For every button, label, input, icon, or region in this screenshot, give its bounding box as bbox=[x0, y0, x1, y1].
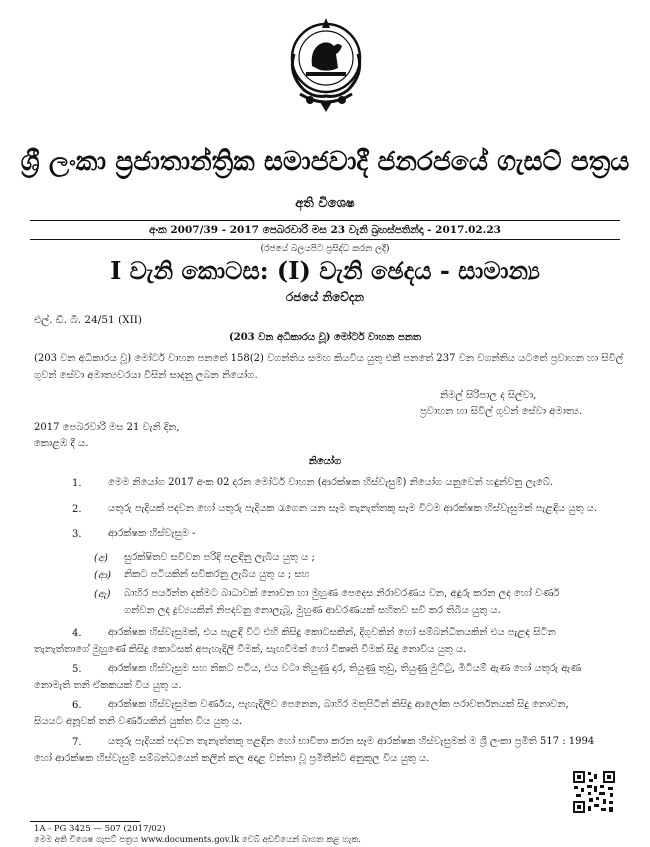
sub-item-text: ගන්වන ලද ද්‍රව්‍යයකින් නිපදවනු නොලැබූ, මුහුණ ආවරණයක් සහිතව සවි කර තිබිය යුතු ය. bbox=[124, 605, 501, 616]
sub-item-text: සුරක්ෂිතව සවිවන පරිදි පළඳිනු ලැබිය යුතු ය ; bbox=[124, 552, 315, 563]
regulation-text: හෝ ආරක්ෂක හිස්වැසුම් සම්බන්ධයෙන් කලින් කල අදාළ වන්නා වූ ප්‍රමිතීන්ට අනුකූල විය යුතු ය. bbox=[34, 753, 430, 764]
regulation-text: නොමැති තනි ඒකකයක් විය යුතු ය. bbox=[34, 680, 182, 691]
sub-item-text: නිකට පටියකින් සවිකරනු ලැබිය යුතු ය ; සහ bbox=[124, 569, 310, 580]
regulation-number: 3. bbox=[72, 529, 82, 540]
published-by-authority: (රජයේ බලයපිට ප්‍රසිද්ධ කරන ලදී) bbox=[260, 244, 390, 254]
sub-item-label: (අ) bbox=[94, 553, 108, 564]
regulations-heading: නියෝග bbox=[308, 456, 342, 467]
divider bbox=[30, 220, 620, 221]
regulation-text: යතුරු පැදියක් පදවන හෝ යතුරු පැදියක රැගෙන යන සෑම තැනැත්තකු සෑම විටම ආරක්ෂක හිස්වැසුමක් පැළඳිය යුතු ය. bbox=[108, 503, 598, 514]
regulation-text: ආරක්ෂක හිස්වැසුම - bbox=[108, 528, 196, 539]
signatory-title: ප්‍රවාහන හා සිවිල් ගුවන් සේවා අමාත්‍ය. bbox=[420, 406, 583, 417]
divider bbox=[30, 239, 620, 240]
regulation-text: මෙම නියෝග 2017 අංක 02 දරන මෝටර් වාහන (ආරක්ෂක හිස්වැසුම්) නියෝග යනුවෙන් හඳුන්වනු ලැබේ. bbox=[108, 477, 554, 488]
regulation-number: 7. bbox=[72, 737, 82, 748]
regulation-text: සියයට අනූවක් තනි වර්ණයකින් යුක්ත විය යුතු ය. bbox=[34, 716, 243, 727]
regulation-text: ආරක්ෂක හිස්වැසුමක වර්ණය, පැහැදිලිව පෙනෙන, බාහිර මතුපිටින් කිසිදු ආලෝක පරාවර්තනයක් සිදු නොවන, bbox=[108, 699, 569, 710]
regulation-number: 1. bbox=[72, 478, 82, 489]
footer-divider bbox=[30, 821, 140, 822]
regulation-number: 2. bbox=[72, 504, 82, 515]
regulation-text: යතුරු පැදියක් පදවන තැනැත්තකු පළඳින හෝ භාවිතා කරන සෑම ආරක්ෂක හිස්වැසුමක් ම ශ්‍රී ලංකා ප්‍රමිති 517 : 1994 bbox=[108, 736, 595, 747]
regulation-number: 5. bbox=[72, 664, 82, 675]
sub-item-label: (ඇ) bbox=[94, 589, 111, 600]
regulation-text: ආරක්ෂක හිස්වැසුම සහ නිකට පටිය, එය වටා තියුණු දාර, තියුණු තුඩු, තියුණු මුට්ටු, මිටියම් ඇණ හෝ යතුරු ඇණ bbox=[108, 663, 582, 674]
web-download-note: මෙම අති විශෙෂ ගැසට් පත්‍රය www.documents.gov.lk වෙබ් අඩවියෙන් බාගත කළ හැක. bbox=[34, 835, 361, 845]
part-title: I වැනි කොටස: (I) වැනි ඡෙදය - සාමාන්‍ය bbox=[110, 256, 540, 285]
regulation-text: ආරක්ෂක හිස්වැසුමක්, එය පැළඳි විට එහි කිසිදු කොටසකින්, දිගුවකින් හෝ සම්බන්ධිතයකින් එය පැළඳ සිටින bbox=[108, 627, 556, 638]
signatory-name: නිමල් සිරිපාල ද සිල්වා, bbox=[440, 390, 537, 401]
section-title: රජයේ නිවේදන bbox=[286, 290, 364, 304]
act-heading: (203 වන අධිකාරය වූ) මෝටර් වාහන පනත bbox=[229, 332, 421, 343]
regulation-number: 6. bbox=[72, 700, 82, 711]
issue-line: අංක 2007/39 - 2017 පෙබරවාරි මස 23 වැනි බ්‍රහස්පතින්දා - 2017.02.23 bbox=[149, 224, 501, 236]
sub-item-text: බාහිර පර්යන්ත දක්මට බාධාවක් නොවන හා මුහුණ පෙදෙස නිරාවරණය වන, අඳුරු කරන ලද හෝ වර්ණ bbox=[124, 588, 560, 599]
extraordinary-label: අති විශෙෂ bbox=[295, 196, 355, 211]
gazette-masthead-title: ශ්‍රී ලංකා ප්‍රජාතාන්ත්‍රික සමාජවාදී ජනරජයේ ගැසට් පත්‍රය bbox=[20, 146, 630, 177]
notice-date: 2017 පෙබරවාරි මස 21 වැනි දින, bbox=[34, 422, 180, 433]
print-reference: 1A - PG 3425 — 507 (2017/02) bbox=[34, 824, 166, 834]
qr-code-icon bbox=[572, 770, 616, 814]
regulation-text: තැනැත්තාගේ මුහුණේ කිසිදු කොටසක් අපැහැදිලි වීමක්, සැඟවීමක් හෝ විකෘති වීමක් සිදු නොවිය යුතු ය. bbox=[34, 644, 467, 655]
regulation-number: 4. bbox=[72, 628, 82, 639]
sub-item-label: (ආ) bbox=[94, 570, 112, 581]
state-emblem-icon bbox=[280, 14, 372, 114]
notice-place: කොළඹ දී ය. bbox=[34, 438, 89, 449]
reference-number: එල්. ඩී. බී. 24/51 (XII) bbox=[34, 314, 142, 326]
intro-paragraph: (203 වන අධිකාරය වූ) මෝටර් වාහන පනතේ 158(2) වගන්තිය සමඟ කියවිය යුතු එකී පනතේ 237 වන වගන්තිය යටතේ ප්‍රවාහන හා සිවිල් ගුවන් සේවා අමාත්‍යවරයා විසින් සාදනු ලබන නියෝග. bbox=[34, 353, 624, 381]
